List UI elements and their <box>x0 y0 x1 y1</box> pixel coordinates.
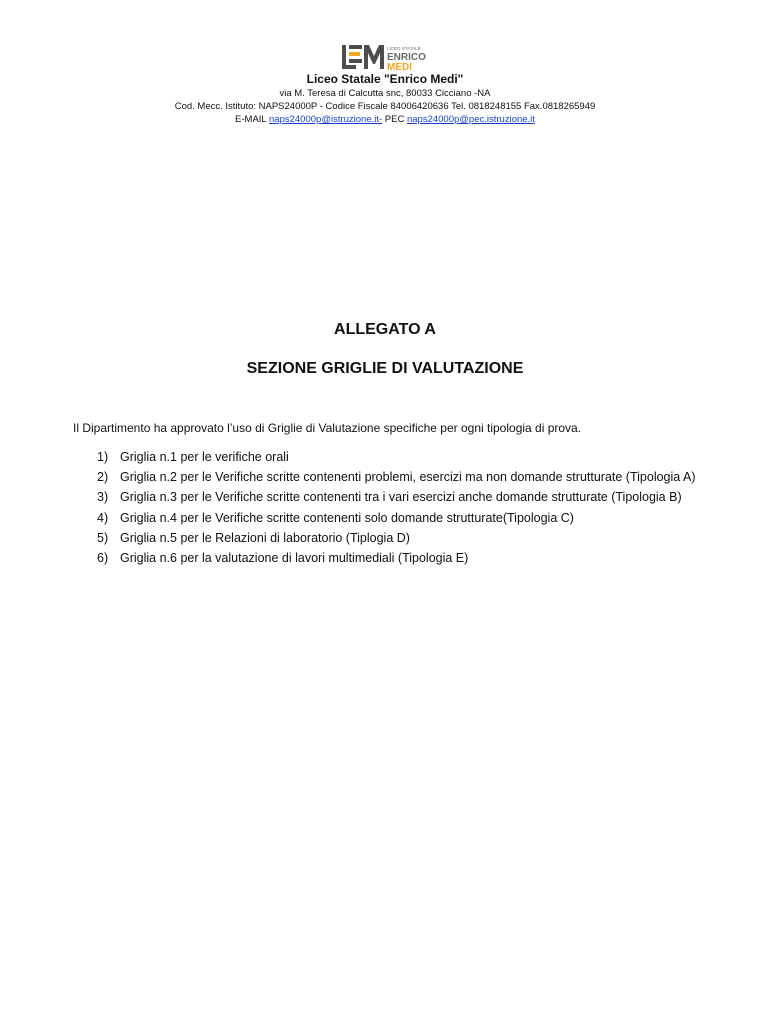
list-text: Griglia n.3 per le Verifiche scritte contenenti tra i vari esercizi anche domande strutturate (Tipologia B) <box>120 490 682 505</box>
list-item <box>97 508 701 528</box>
school-codes: Cod. Mecc. Istituto: NAPS24000P - Codice Fiscale 84006420636 Tel. 0818248155 Fax.0818265949 <box>174 101 596 112</box>
list-text: Griglia n.1 per le verifiche orali <box>120 450 289 464</box>
email-link[interactable]: naps24000p@istruzione.it- <box>269 114 383 125</box>
pec-label: PEC <box>382 114 407 125</box>
list-text: Griglia n.4 per le Verifiche scritte contenenti solo domande strutturate(Tipologia C) <box>120 510 574 525</box>
svg-text:LICEO STATALE: LICEO STATALE <box>387 46 421 51</box>
list-item <box>97 528 701 548</box>
pec-link[interactable]: naps24000p@pec.istruzione.it <box>406 114 535 125</box>
school-logo <box>340 42 432 72</box>
svg-text:ENRICO: ENRICO <box>387 52 426 63</box>
list-item <box>97 487 701 507</box>
school-name: Liceo Statale "Enrico Medi" <box>306 72 464 86</box>
list-number: 2) <box>97 470 109 485</box>
list-text: Griglia n.2 per le Verifiche scritte contenenti problemi, esercizi ma non domande strutturate (Tipologia A) <box>120 470 696 485</box>
contact-line <box>0 114 770 125</box>
grid-list <box>97 447 701 568</box>
intro-paragraph: Il Dipartimento ha approvato l’uso di Griglie di Valutazione specifiche per ogni tipologia di prova. <box>73 421 582 435</box>
list-number: 3) <box>97 490 109 505</box>
list-number: 1) <box>97 450 109 464</box>
section-title: SEZIONE GRIGLIE DI VALUTAZIONE <box>246 360 524 377</box>
svg-text:MEDI: MEDI <box>387 62 412 72</box>
list-number: 6) <box>97 551 109 566</box>
list-text: Griglia n.6 per la valutazione di lavori multimediali (Tipologia E) <box>120 551 469 566</box>
school-address: via M. Teresa di Calcutta snc, 80033 Cicciano -NA <box>279 88 491 99</box>
list-item <box>97 447 701 467</box>
list-number: 5) <box>97 530 109 545</box>
list-item <box>97 548 701 568</box>
list-number: 4) <box>97 510 109 525</box>
list-item <box>97 467 701 487</box>
email-label: E-MAIL <box>235 114 270 125</box>
list-text: Griglia n.5 per le Relazioni di laboratorio (Tiplogia D) <box>120 530 410 545</box>
document-title: ALLEGATO A <box>334 321 436 338</box>
